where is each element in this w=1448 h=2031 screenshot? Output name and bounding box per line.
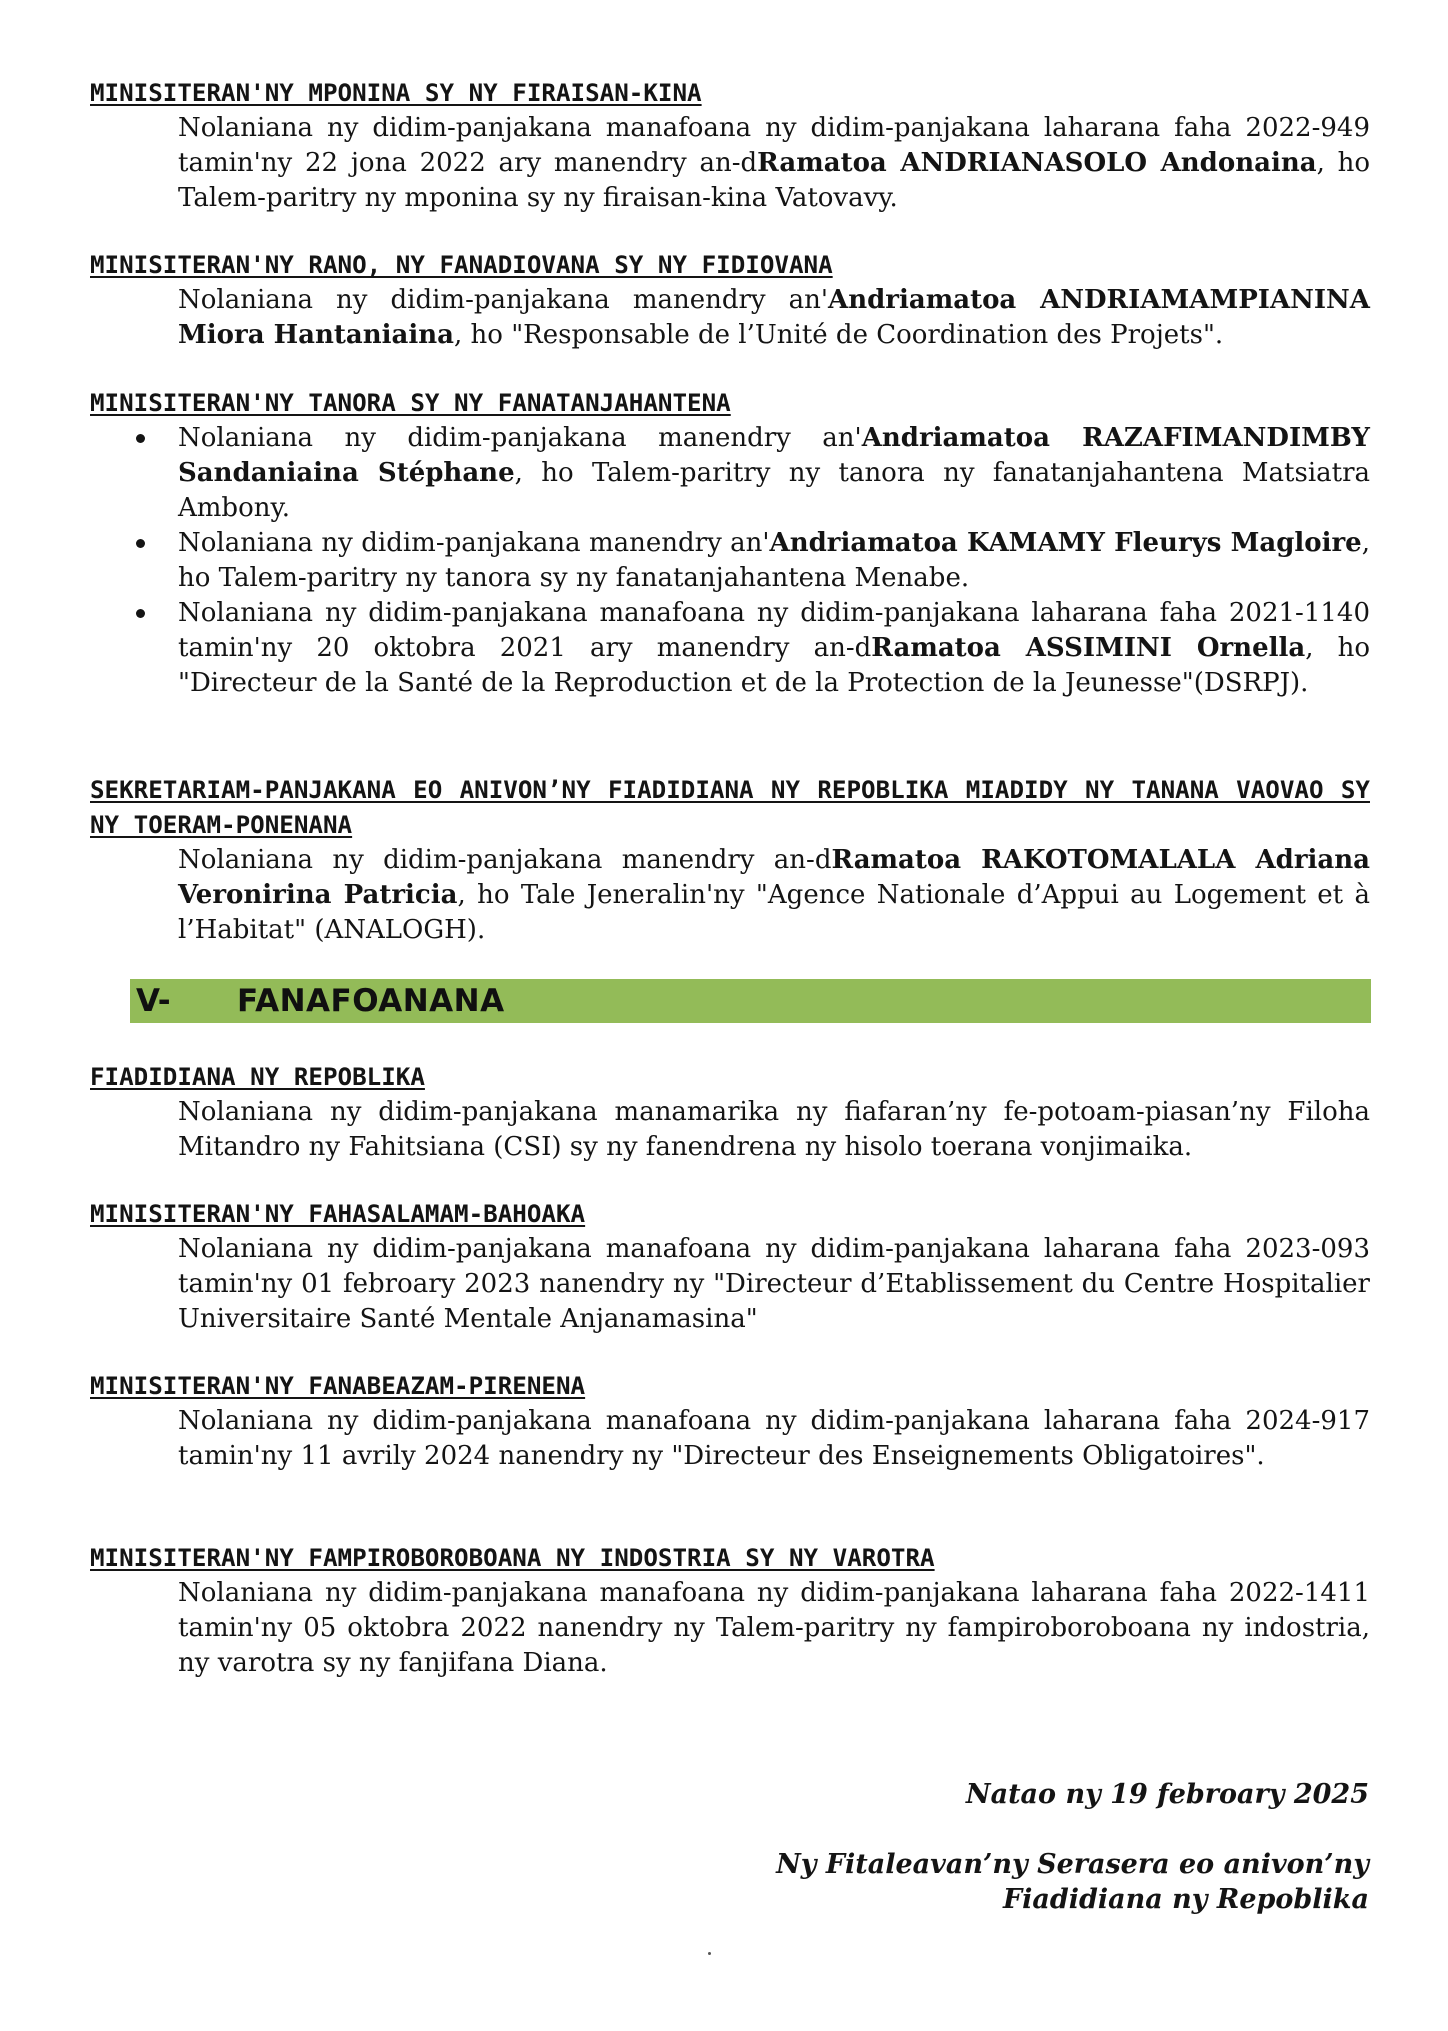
appointee-name: Andriamatoa KAMAMY Fleurys Magloire [769,528,1362,558]
section-paragraph: Nolaniana ny didim-panjakana manamarika ny fiafaran’ny fe-potoam-piasan’ny Filoha Mitandro ny Fahitsiana (CSI) sy ny fanendrena ny hisolo toerana vonjimaika. [178,1097,1370,1162]
list-item [178,421,1370,526]
bullet-icon [136,539,145,548]
section-fahasalamana [90,1197,1370,1337]
section-heading: FIADIDIANA NY REPOBLIKA [90,1063,425,1091]
list-item [178,526,1370,596]
signature-line: Ny Fitaleavan’ny Serasera eo anivon’ny [776,1849,1369,1880]
section-paragraph: Nolaniana ny didim-panjakana manafoana ny didim-panjakana laharana faha 2024-917 tamin'ny 11 avrily 2024 nanendry ny "Directeur des Enseignements Obligatoires". [178,1406,1370,1471]
paragraph-text: , ho Talem-paritry ny tanora ny fanatanjahantena Matsiatra Ambony. [178,458,1371,523]
paragraph-text: , ho "Responsable de l’Unité de Coordination des Projets". [454,320,1224,350]
section-paragraph: Nolaniana ny didim-panjakana manafoana ny didim-panjakana laharana faha 2023-093 tamin'ny 01 febroary 2023 nanendry ny "Directeur d’Etablissement du Centre Hospitalier Universitaire Santé Mentale Anjanamasina" [178,1234,1370,1334]
paragraph-text: , ho Talem-paritry ny tanora sy ny fanatanjahantena Menabe. [178,528,1370,593]
section-heading: MINISITERAN'NY FAMPIROBOROBOANA NY INDOSTRIA SY NY VAROTRA [90,1544,935,1572]
section-fiadidiana [90,1060,1370,1165]
signature-date: Natao ny 19 febroary 2025 [965,1779,1369,1810]
section-heading: MINISITERAN'NY FAHASALAMAM-BAHOAKA [90,1200,586,1228]
bullet-icon [136,609,145,618]
appointee-name: Ramatoa RAKOTOMALALA Adriana Veronirina Patricia [178,845,1370,910]
section-paragraph: Nolaniana ny didim-panjakana manafoana ny didim-panjakana laharana faha 2022-1411 tamin'ny 05 oktobra 2022 nanendry ny Talem-paritry ny fampiroboroboana ny indostria, ny varotra sy ny fanjifana Diana. [178,1578,1370,1678]
section-fanabeazana [90,1369,1370,1474]
section-mponina [90,76,1370,216]
signature-line: Fiadidiana ny Repoblika [1002,1884,1369,1915]
section-heading: MINISITERAN'NY FANABEAZAM-PIRENENA [90,1372,586,1400]
section-paragraph [178,843,1370,948]
paragraph-text: Nolaniana ny didim-panjakana manendry an' [178,423,862,453]
appointment-list [90,421,1370,701]
paragraph-text: , ho "Directeur de la Santé de la Reproduction et de la Protection de la Jeunesse"(DSRPJ). [178,633,1370,698]
section-heading: MINISITERAN'NY TANORA SY NY FANATANJAHANTENA [90,389,731,417]
paragraph-text: , ho Talem-paritry ny mponina sy ny firaisan-kina Vatovavy. [178,148,1371,213]
section-heading: SEKRETARIAM-PANJAKANA EO ANIVON’NY FIADIDIANA NY REPOBLIKA MIADIDY NY TANANA VAOVAO SY NY TOERAM-PONENANA [90,776,1370,839]
paragraph-text: Nolaniana ny didim-panjakana manendry an' [178,285,829,315]
appointee-name: Ramatoa ANDRIANASOLO Andonaina [757,148,1317,178]
section-paragraph [178,283,1370,353]
section-heading: MINISITERAN'NY RANO, NY FANADIOVANA SY NY FIDIOVANA [90,251,833,279]
paragraph-text: , ho Tale Jeneralin'ny "Agence Nationale d’Appui au Logement et à l’Habitat" (ANALOGH). [178,880,1370,945]
section-paragraph [178,111,1370,216]
part-v-header [130,979,1371,1023]
paragraph-text: Nolaniana ny didim-panjakana manafoana ny didim-panjakana laharana faha 2021-1140 tamin'ny 20 oktobra 2021 ary manendry an-d [178,598,1370,663]
appointee-name: Ramatoa ASSIMINI Ornella [871,633,1306,663]
list-item [178,596,1370,701]
section-rano [90,248,1370,353]
part-title: FANAFOANANA [237,983,505,1019]
paragraph-text: Nolaniana ny didim-panjakana manafoana ny didim-panjakana laharana faha 2022-949 tamin'ny 22 jona 2022 ary manendry an-d [178,113,1370,178]
page-mark [708,1952,711,1955]
paragraph-text: Nolaniana ny didim-panjakana manendry an' [178,528,770,558]
signature-block [776,1847,1369,1917]
appointee-name: Andriamatoa ANDRIAMAMPIANINA Miora Hantaniaina [178,285,1370,350]
section-tanora [90,386,1370,701]
section-sekretariam [90,773,1370,948]
paragraph-text: Nolaniana ny didim-panjakana manendry an-d [178,845,832,875]
part-number: V- [136,983,171,1019]
bullet-icon [136,434,145,443]
section-heading: MINISITERAN'NY MPONINA SY NY FIRAISAN-KINA [90,79,702,107]
section-indostria [90,1541,1370,1681]
appointee-name: Andriamatoa RAZAFIMANDIMBY Sandaniaina Stéphane [178,423,1370,488]
